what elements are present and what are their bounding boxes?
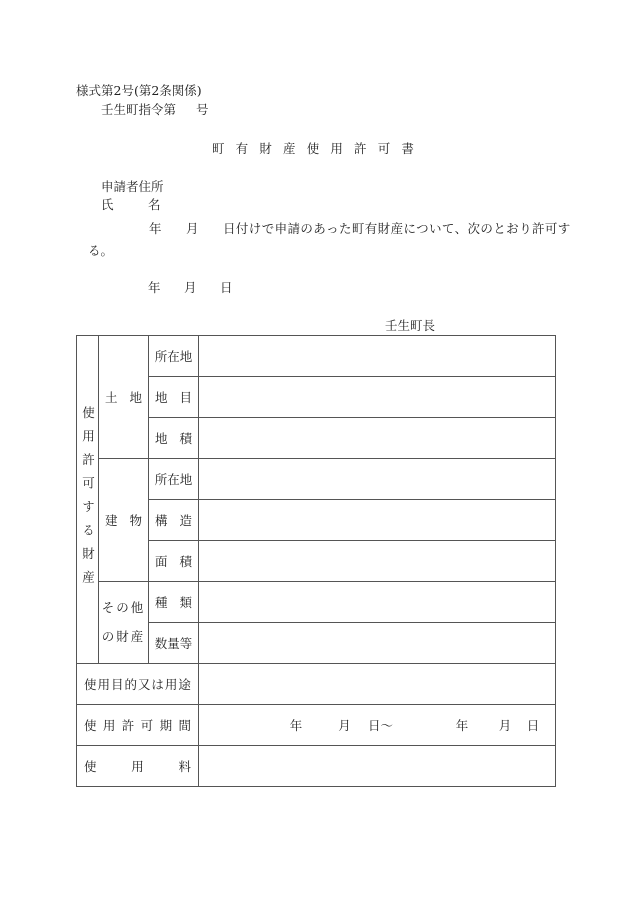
period-value[interactable]: 年 月 日〜 年 月 日: [199, 705, 556, 746]
purpose-value[interactable]: [199, 664, 556, 705]
fee-value[interactable]: [199, 746, 556, 787]
issue-date-year: 年: [148, 280, 161, 295]
building-area-value[interactable]: [199, 541, 556, 582]
building-location-value[interactable]: [199, 459, 556, 500]
land-area-value[interactable]: [199, 418, 556, 459]
other-quantity-label: 数量等: [149, 623, 199, 664]
directive-number-prefix: 壬生町指令第: [101, 102, 177, 117]
applicant-name-label-2: 名: [148, 197, 161, 212]
table-row: [77, 582, 556, 623]
issue-date-month: 月: [184, 280, 197, 295]
applicant-name-label-1: 氏: [101, 197, 114, 212]
fee-label: 使 用 料: [77, 746, 199, 787]
land-location-label: 所在地: [149, 336, 199, 377]
table-row: [77, 418, 556, 459]
land-location-value[interactable]: [199, 336, 556, 377]
document-title: 町 有 財 産 使 用 許 可 書: [212, 141, 414, 156]
building-location-label: 所在地: [149, 459, 199, 500]
land-category-label: 地 目: [149, 377, 199, 418]
other-type-value[interactable]: [199, 582, 556, 623]
body-month: 月: [186, 221, 199, 236]
land-category-value[interactable]: [199, 377, 556, 418]
land-label-cell: 土 地: [99, 336, 149, 459]
issuer-name: 壬生町長: [385, 318, 436, 333]
body-year: 年: [149, 221, 162, 236]
period-label: 使 用 許 可 期 間: [77, 705, 199, 746]
property-table: [76, 335, 556, 787]
group-label: 使用許可する財産: [80, 405, 96, 594]
building-structure-label: 構 造: [149, 500, 199, 541]
table-row: [77, 377, 556, 418]
other-property-label-cell: その他 の財産: [99, 582, 149, 664]
form-number: 様式第2号(第2条関係): [76, 83, 202, 98]
table-row: [77, 541, 556, 582]
table-row: [77, 623, 556, 664]
table-row: [77, 705, 556, 746]
other-quantity-value[interactable]: [199, 623, 556, 664]
purpose-label: 使 用 目 的 又 は 用 途: [77, 664, 199, 705]
table-row: [77, 746, 556, 787]
land-area-label: 地 積: [149, 418, 199, 459]
group-label-cell: [77, 336, 99, 664]
table-row: [77, 664, 556, 705]
other-type-label: 種 類: [149, 582, 199, 623]
table-row: [77, 336, 556, 377]
building-area-label: 面 積: [149, 541, 199, 582]
directive-number-suffix: 号: [196, 102, 209, 117]
body-text-line1: 日付けで申請のあった町有財産について、次のとおり許可す: [223, 221, 571, 236]
issue-date-day: 日: [220, 280, 233, 295]
table-row: [77, 459, 556, 500]
building-structure-value[interactable]: [199, 500, 556, 541]
building-label-cell: 建 物: [99, 459, 149, 582]
applicant-address-label: 申請者住所: [101, 179, 164, 194]
body-text-line2: る。: [88, 243, 114, 258]
table-row: [77, 500, 556, 541]
